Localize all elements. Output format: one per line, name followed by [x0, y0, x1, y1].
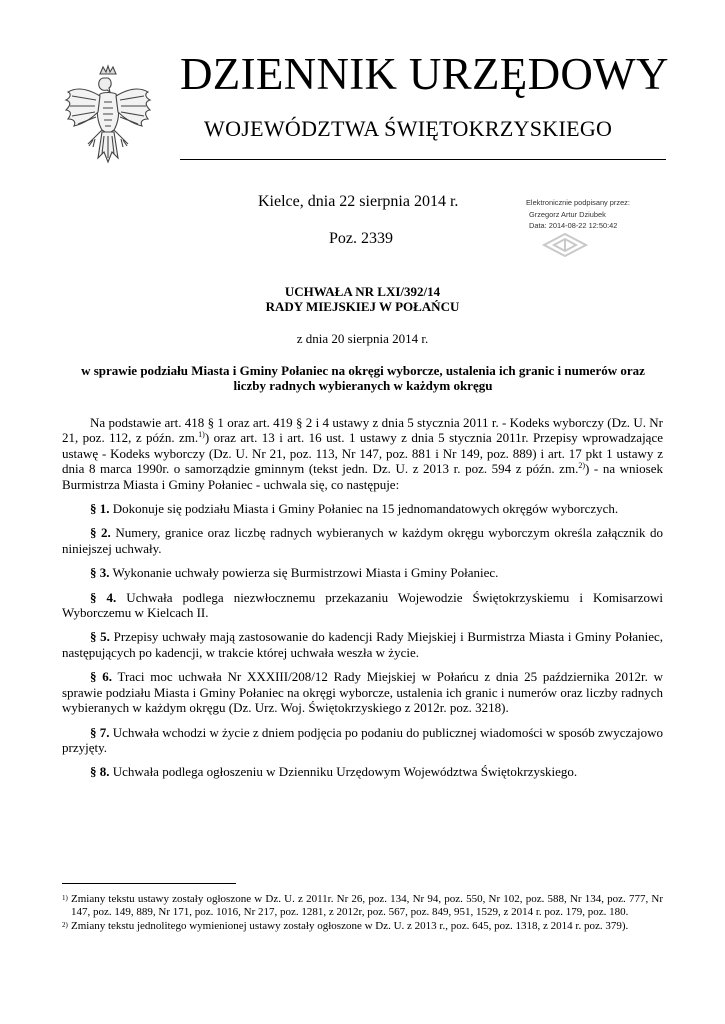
footnote-1: 1) Zmiany tekstu ustawy zostały ogłoszone w Dz. U. z 2011r. Nr 26, poz. 134, Nr 94, poz. 550, Nr 102, poz. 588, Nr 134, poz. 777, Nr 147, poz. 149, 889, Nr 171, poz. 1016, Nr 217, poz. 1281, z 2012r, poz. 567, poz. 849, 951, 1529, z 2014 r. poz. 179, poz. 180. — [62, 893, 663, 919]
paragraph-text: Wykonanie uchwały powierza się Burmistrzowi Miasta i Gminy Połaniec. — [109, 565, 499, 581]
paragraph-text: Uchwała podlega niezwłocznemu przekazaniu Wojewodzie Świętokrzyskiemu i Komisarzowi Wyborczemu w Kielcach II. — [62, 589, 664, 621]
footnote-ref: 2) — [578, 461, 585, 471]
footnotes — [62, 893, 663, 935]
paragraph-1 — [62, 501, 663, 516]
resolution-date: z dnia 20 sierpnia 2014 r. — [296, 331, 429, 346]
signature-seal-icon — [540, 231, 590, 259]
footnote-text: Zmiany tekstu jednolitego wymienionej ustawy zostały ogłoszone w Dz. U. z 2013 r., poz. 645, poz. 1318, z 2014 r. poz. 379). — [71, 920, 629, 933]
resolution-heading — [60, 284, 665, 314]
paragraph-3 — [62, 565, 663, 580]
preamble-text: Na podstawie art. 418 § 1 oraz art. 419 § 2 i 4 ustawy z dnia 5 stycznia 2011 r. - Kodeks wyborczy (Dz. U. Nr 21, poz. 112, z późn. zm. — [62, 415, 663, 446]
resolution-subject: w sprawie podziału Miasta i Gminy Połaniec na okręgi wyborcze, ustalenia ich granic i numerów oraz liczby radnych wybieranych w każdym okręgu — [81, 363, 645, 393]
journal-title: DZIENNIK URZĘDOWY — [180, 49, 669, 99]
paragraph-text: Uchwała podlega ogłoszeniu w Dzienniku Urzędowym Województwa Świętokrzyskiego. — [109, 764, 578, 780]
paragraph-6 — [62, 669, 663, 715]
electronic-signature-block — [526, 197, 630, 232]
paragraph-7 — [62, 725, 663, 756]
paragraph-8 — [62, 764, 663, 779]
preamble-text: ) oraz art. 13 i art. 16 ust. 1 ustawy z dnia 5 stycznia 2011r. Przepisy wprowadzające ustawę - Kodeks wyborczy (Dz. U. Nr 21, poz. 113, Nr 147, poz. 881 i Nr 149, poz. 889) i art. 17 pkt 1 ustawy z dnia 8 marca 1990r. o samorządzie gminnym (tekst jedn. Dz. U. z 2013 r. poz. 594 z późn. zm. — [62, 430, 663, 477]
signature-date: Data: 2014-08-22 12:50:42 — [529, 221, 618, 230]
paragraph-label: § 4. — [90, 589, 117, 605]
paragraph-text: Uchwała wchodzi w życie z dniem podjęcia po podaniu do publicznej wiadomości w sposób zwyczajowo przyjęty. — [62, 724, 664, 755]
paragraph-text: Numery, granice oraz liczbę radnych wybieranych w każdym okręgu wyborczym określa załącznik do niniejszej uchwały. — [62, 525, 664, 556]
preamble-text: ) - na wniosek Burmistrza Miasta i Gminy Połaniec - uchwala się, co następuje: — [62, 461, 663, 492]
header-divider — [180, 159, 666, 160]
paragraph-2 — [62, 525, 663, 556]
footnote-2: 2) Zmiany tekstu jednolitego wymienionej ustawy zostały ogłoszone w Dz. U. z 2013 r., poz. 645, poz. 1318, z 2014 r. poz. 379). — [62, 920, 629, 933]
footnote-ref: 1) — [198, 430, 205, 440]
paragraph-label: § 7. — [90, 724, 110, 740]
paragraph-label: § 8. — [90, 764, 110, 780]
position-number: Poz. 2339 — [329, 230, 393, 247]
eagle-emblem-icon — [62, 64, 154, 168]
paragraph-label: § 1. — [90, 501, 110, 517]
resolution-authority: RADY MIEJSKIEJ W POŁAŃCU — [265, 299, 460, 314]
paragraph-label: § 6. — [90, 669, 113, 685]
resolution-body — [62, 415, 663, 789]
footnote-divider — [62, 883, 236, 884]
paragraph-4 — [62, 590, 663, 621]
preamble — [62, 415, 663, 492]
resolution-number: UCHWAŁA NR LXI/392/14 — [284, 284, 441, 299]
signature-signer: Grzegorz Artur Dziubek — [529, 209, 606, 219]
paragraph-text: Traci moc uchwała Nr XXXIII/208/12 Rady Miejskiej w Połańcu z dnia 25 października 2012r. w sprawie podziału Miasta i Gminy Połaniec na okręgi wyborcze, ustalenia ich granic i numerów oraz liczby radnych wybieranych w każdym okręgu (Dz. Urz. Woj. Świętokrzyskiego z 2012r. poz. 3218). — [62, 669, 664, 716]
paragraph-label: § 5. — [90, 629, 110, 645]
paragraph-text: Przepisy uchwały mają zastosowanie do kadencji Rady Miejskiej i Burmistrza Miasta i Gminy Połaniec, następujących po kadencji, w trakcie której uchwała weszła w życie. — [62, 629, 663, 660]
paragraph-label: § 2. — [90, 525, 111, 541]
journal-subtitle: WOJEWÓDZTWA ŚWIĘTOKRZYSKIEGO — [204, 116, 613, 141]
paragraph-text: Dokonuje się podziału Miasta i Gminy Połaniec na 15 jednomandatowych okręgów wyborczych. — [109, 501, 619, 517]
footnote-text: Zmiany tekstu ustawy zostały ogłoszone w Dz. U. z 2011r. Nr 26, poz. 134, Nr 94, poz. 550, Nr 102, poz. 588, Nr 134, poz. 777, Nr 147, poz. 149, 889, Nr 171, poz. 1016, Nr 217, poz. 1281, z 2012r, poz. 567, poz. 849, 951, 1529, z 2014 r. poz. 179, poz. 180. — [71, 893, 663, 919]
publication-dateline: Kielce, dnia 22 sierpnia 2014 r. — [258, 193, 459, 210]
paragraph-5 — [62, 629, 663, 660]
paragraph-label: § 3. — [90, 565, 110, 581]
signature-line: Elektronicznie podpisany przez: — [526, 198, 630, 207]
